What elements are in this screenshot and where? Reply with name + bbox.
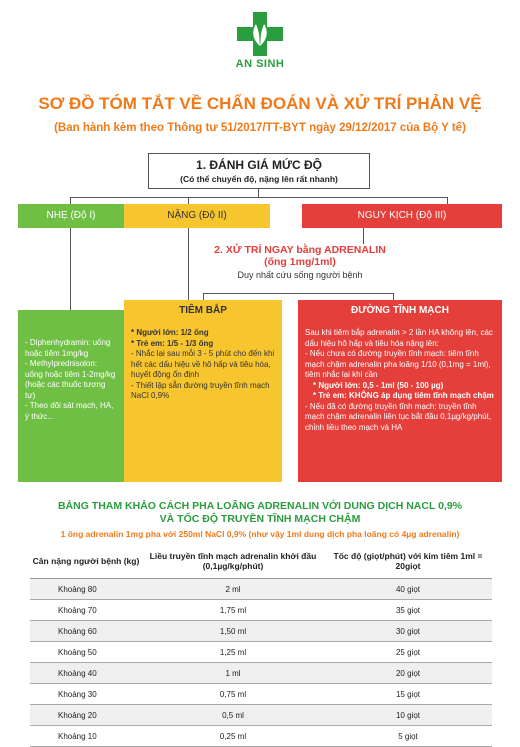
mild-item: - Methylprednisolon: uống hoặc tiêm 1-2mg/kg (hoặc các thuốc tương tự) xyxy=(25,359,116,400)
table-cell: Khoảng 70 xyxy=(30,600,142,621)
table-row xyxy=(30,705,492,726)
table-row xyxy=(30,621,492,642)
table-cell: 0,25 ml xyxy=(142,726,324,747)
assessment-heading: 1. ĐÁNH GIÁ MỨC ĐỘ xyxy=(196,158,322,172)
table-cell: Khoảng 20 xyxy=(30,705,142,726)
table-cell: 35 giọt xyxy=(324,600,492,621)
connector xyxy=(188,228,189,300)
iv-item: - Nếu chưa có đường truyền tĩnh mạch: tiêm tĩnh mạch chậm adrenalin pha loãng 1/10 (0,1mg = 1ml), tiêm nhắc lại khi cần xyxy=(305,349,491,379)
im-item: - Nhắc lại sau mỗi 3 - 5 phút cho đến khi hết các dấu hiệu về hô hấp và tiêu hóa, huyết động ổn định xyxy=(131,349,275,379)
table-cell: 10 giọt xyxy=(324,705,492,726)
green-cross-leaf-icon xyxy=(237,12,283,56)
table-cell: Khoảng 30 xyxy=(30,684,142,705)
dilution-table xyxy=(30,544,492,747)
adrenalin-line3: Duy nhất cứu sống người bệnh xyxy=(237,270,363,280)
mild-item: - Diphenhydramin: uống hoặc tiêm 1mg/kg xyxy=(25,338,111,358)
table-row xyxy=(30,642,492,663)
level-mild: NHẸ (Độ I) xyxy=(18,204,124,228)
table-header: Tốc độ (giọt/phút) với kim tiêm 1ml = 20giọt xyxy=(324,544,492,579)
mild-item: - Theo dõi sát mạch, HA, ý thức... xyxy=(25,401,114,421)
connector xyxy=(258,189,259,197)
table-cell: 1,75 ml xyxy=(142,600,324,621)
table-row xyxy=(30,726,492,747)
table-cell: Khoảng 50 xyxy=(30,642,142,663)
table-cell: 15 giọt xyxy=(324,684,492,705)
table-cell: Khoảng 60 xyxy=(30,621,142,642)
table-header-row xyxy=(30,544,492,579)
route-iv: ĐƯỜNG TĨNH MẠCH xyxy=(298,300,502,322)
route-im: TIÊM BẮP xyxy=(124,300,282,322)
table-cell: Khoảng 80 xyxy=(30,579,142,600)
level-severe: NẶNG (Độ II) xyxy=(124,204,270,228)
table-cell: 5 giọt xyxy=(324,726,492,747)
table-cell: 0,75 ml xyxy=(142,684,324,705)
table-cell: 0,5 ml xyxy=(142,705,324,726)
table-header: Liều truyền tĩnh mạch adrenalin khởi đầu (0,1µg/kg/phút) xyxy=(142,544,324,579)
table-cell: Khoảng 10 xyxy=(30,726,142,747)
connector xyxy=(447,197,448,204)
logo-name: AN SINH xyxy=(235,58,285,70)
page-subtitle: (Ban hành kèm theo Thông tư 51/2017/TT-BYT ngày 29/12/2017 của Bộ Y tế) xyxy=(54,122,466,134)
connector xyxy=(203,293,393,294)
table-cell: 20 giọt xyxy=(324,663,492,684)
assessment-note: (Có thể chuyển độ, nặng lên rất nhanh) xyxy=(180,174,338,184)
connector xyxy=(70,197,71,204)
table-cell: 1,25 ml xyxy=(142,642,324,663)
im-item: - Thiết lập sẵn đường truyền tĩnh mạch NaCl 0,9% xyxy=(131,380,270,400)
table-cell: 2 ml xyxy=(142,579,324,600)
table-header: Cân nặng người bệnh (kg) xyxy=(30,544,142,579)
table-cell: 1,50 ml xyxy=(142,621,324,642)
adrenalin-line2: (ống 1mg/1ml) xyxy=(264,256,336,268)
connector xyxy=(188,197,189,204)
im-item: * Người lớn: 1/2 ống xyxy=(131,328,209,337)
table-cell: 25 giọt xyxy=(324,642,492,663)
table-cell: Khoảng 40 xyxy=(30,663,142,684)
table-note: 1 ống adrenalin 1mg pha với 250ml NaCl 0,9% (như vậy 1ml dung dịch pha loãng có 4µg adrenalin) xyxy=(60,529,460,539)
iv-item: - Nếu đã có đường truyền tĩnh mạch: truyền tĩnh mạch chậm adrenalin liên tục bắt đầu 0,1µg/kg/phút, chỉnh liều theo mạch và HA xyxy=(305,401,492,432)
connector xyxy=(70,228,71,310)
table-cell: 40 giọt xyxy=(324,579,492,600)
adrenalin-box xyxy=(203,244,397,286)
table-cell: 30 giọt xyxy=(324,621,492,642)
im-item: * Trẻ em: 1/5 - 1/3 ống xyxy=(131,338,214,348)
im-content xyxy=(124,322,282,482)
connector xyxy=(70,197,448,198)
level-critical: NGUY KỊCH (Độ III) xyxy=(302,204,502,228)
table-row xyxy=(30,684,492,705)
mild-content xyxy=(18,310,124,482)
adrenalin-line1: 2. XỬ TRÍ NGAY bằng ADRENALIN xyxy=(214,244,386,256)
table-cell: 1 ml xyxy=(142,663,324,684)
table-row xyxy=(30,600,492,621)
iv-item: * Trẻ em: KHÔNG áp dụng tiêm tĩnh mạch chậm xyxy=(313,391,494,400)
iv-item: Sau khi tiêm bắp adrenalin > 2 lần HA không lên, các dấu hiệu hô hấp và tiêu hóa nặng lên: xyxy=(305,328,493,348)
table-title-line2: VÀ TỐC ĐỘ TRUYỀN TĨNH MẠCH CHẬM xyxy=(159,513,361,525)
assessment-box xyxy=(148,153,370,189)
connector xyxy=(393,293,394,300)
iv-content xyxy=(298,322,502,482)
table-title xyxy=(0,500,520,526)
table-title-line1: BẢNG THAM KHẢO CÁCH PHA LOÃNG ADRENALIN VỚI DUNG DỊCH NACL 0,9% xyxy=(57,500,463,512)
connector xyxy=(363,228,364,244)
table-row xyxy=(30,663,492,684)
logo xyxy=(232,12,288,82)
table-row xyxy=(30,579,492,600)
connector xyxy=(203,293,204,300)
iv-item: * Người lớn: 0,5 - 1ml (50 - 100 µg) xyxy=(313,380,444,390)
page-title: SƠ ĐỒ TÓM TẮT VỀ CHẨN ĐOÁN VÀ XỬ TRÍ PHẢN VỆ xyxy=(38,94,482,113)
